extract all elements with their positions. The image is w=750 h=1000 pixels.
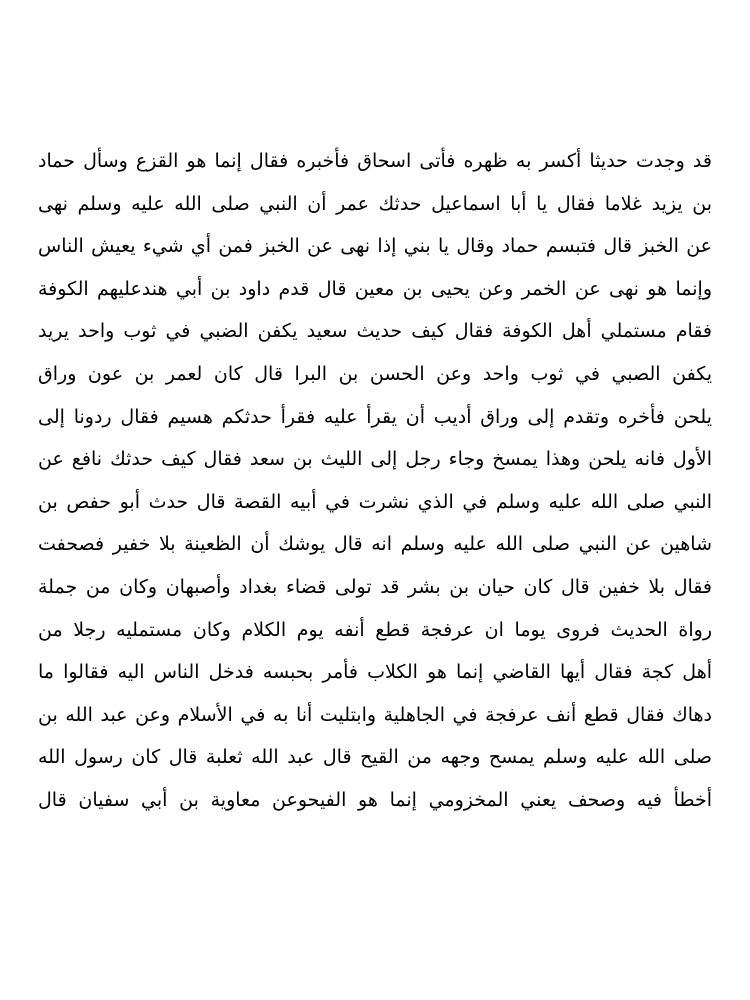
text-line: قد وجدت حديثا أكسر به ظهره فأتى اسحاق فأخبره فقال إنما هو القزع وسأل حماد	[38, 150, 712, 172]
text-line: عن الخبز قال فتبسم حماد وقال يا بني إذا نهى عن الخبز فمن أي شيء يعيش الناس	[38, 235, 712, 258]
text-line: فقال بلا خفين قال كان حيان بن بشر قد تولى قضاء بغداد وأصبهان وكان من جملة	[38, 575, 712, 598]
document-text	[38, 140, 712, 822]
text-line: فقام مستملي أهل الكوفة فقال كيف حديث سعيد يكفن الضبي في ثوب واحد يريد	[38, 320, 712, 343]
text-line: شاهين عن النبي صلى الله عليه وسلم انه قال يوشك أن الظعينة بلا خفير فصحفت	[38, 533, 712, 556]
text-line: يكفن الصبي في ثوب واحد وعن الحسن بن البرا قال كان لعمر بن عون وراق	[38, 362, 712, 385]
text-line: يلحن فأخره وتقدم إلى وراق أديب أن يقرأ عليه فقرأ حدثكم هسيم فقال ردونا إلى	[38, 405, 712, 428]
text-line: بن يزيد غلاما فقال يا أبا اسماعيل حدثك عمر أن النبي صلى الله عليه وسلم نهى	[38, 192, 712, 215]
text-line: النبي صلى الله عليه وسلم في الذي نشرت في أبيه القصة قال حدث أبو حفص بن	[38, 490, 712, 513]
text-line: أخطأ فيه وصحف يعني المخزومي إنما هو الفيحوعن معاوية بن أبي سفيان قال	[38, 788, 712, 811]
text-line: صلى الله عليه وسلم يمسح وجهه من القيح قال عبد الله ثعلبة قال كان رسول الله	[38, 746, 712, 769]
text-line: الأول فانه يلحن وهذا يمسخ وجاء رجل إلى الليث بن سعد فقال كيف حدثك نافع عن	[38, 448, 712, 471]
text-line: وإنما هو نهى عن الخمر وعن يحيى بن معين قال قدم داود بن أبي هندعليهم الكوفة	[38, 277, 712, 300]
text-line: أهل كجة فقال أيها القاضي إنما هو الكلاب فأمر بحبسه فدخل الناس اليه فقالوا ما	[38, 661, 712, 684]
text-line: رواة الحديث فروى يوما ان عرفجة قطع أنفه يوم الكلام وكان مستمليه رجلا من	[38, 618, 712, 641]
text-line: دهاك فقال قطع أنف عرفجة في الجاهلية وابتليت أنا به في الأسلام وعن عبد الله بن	[38, 703, 712, 726]
